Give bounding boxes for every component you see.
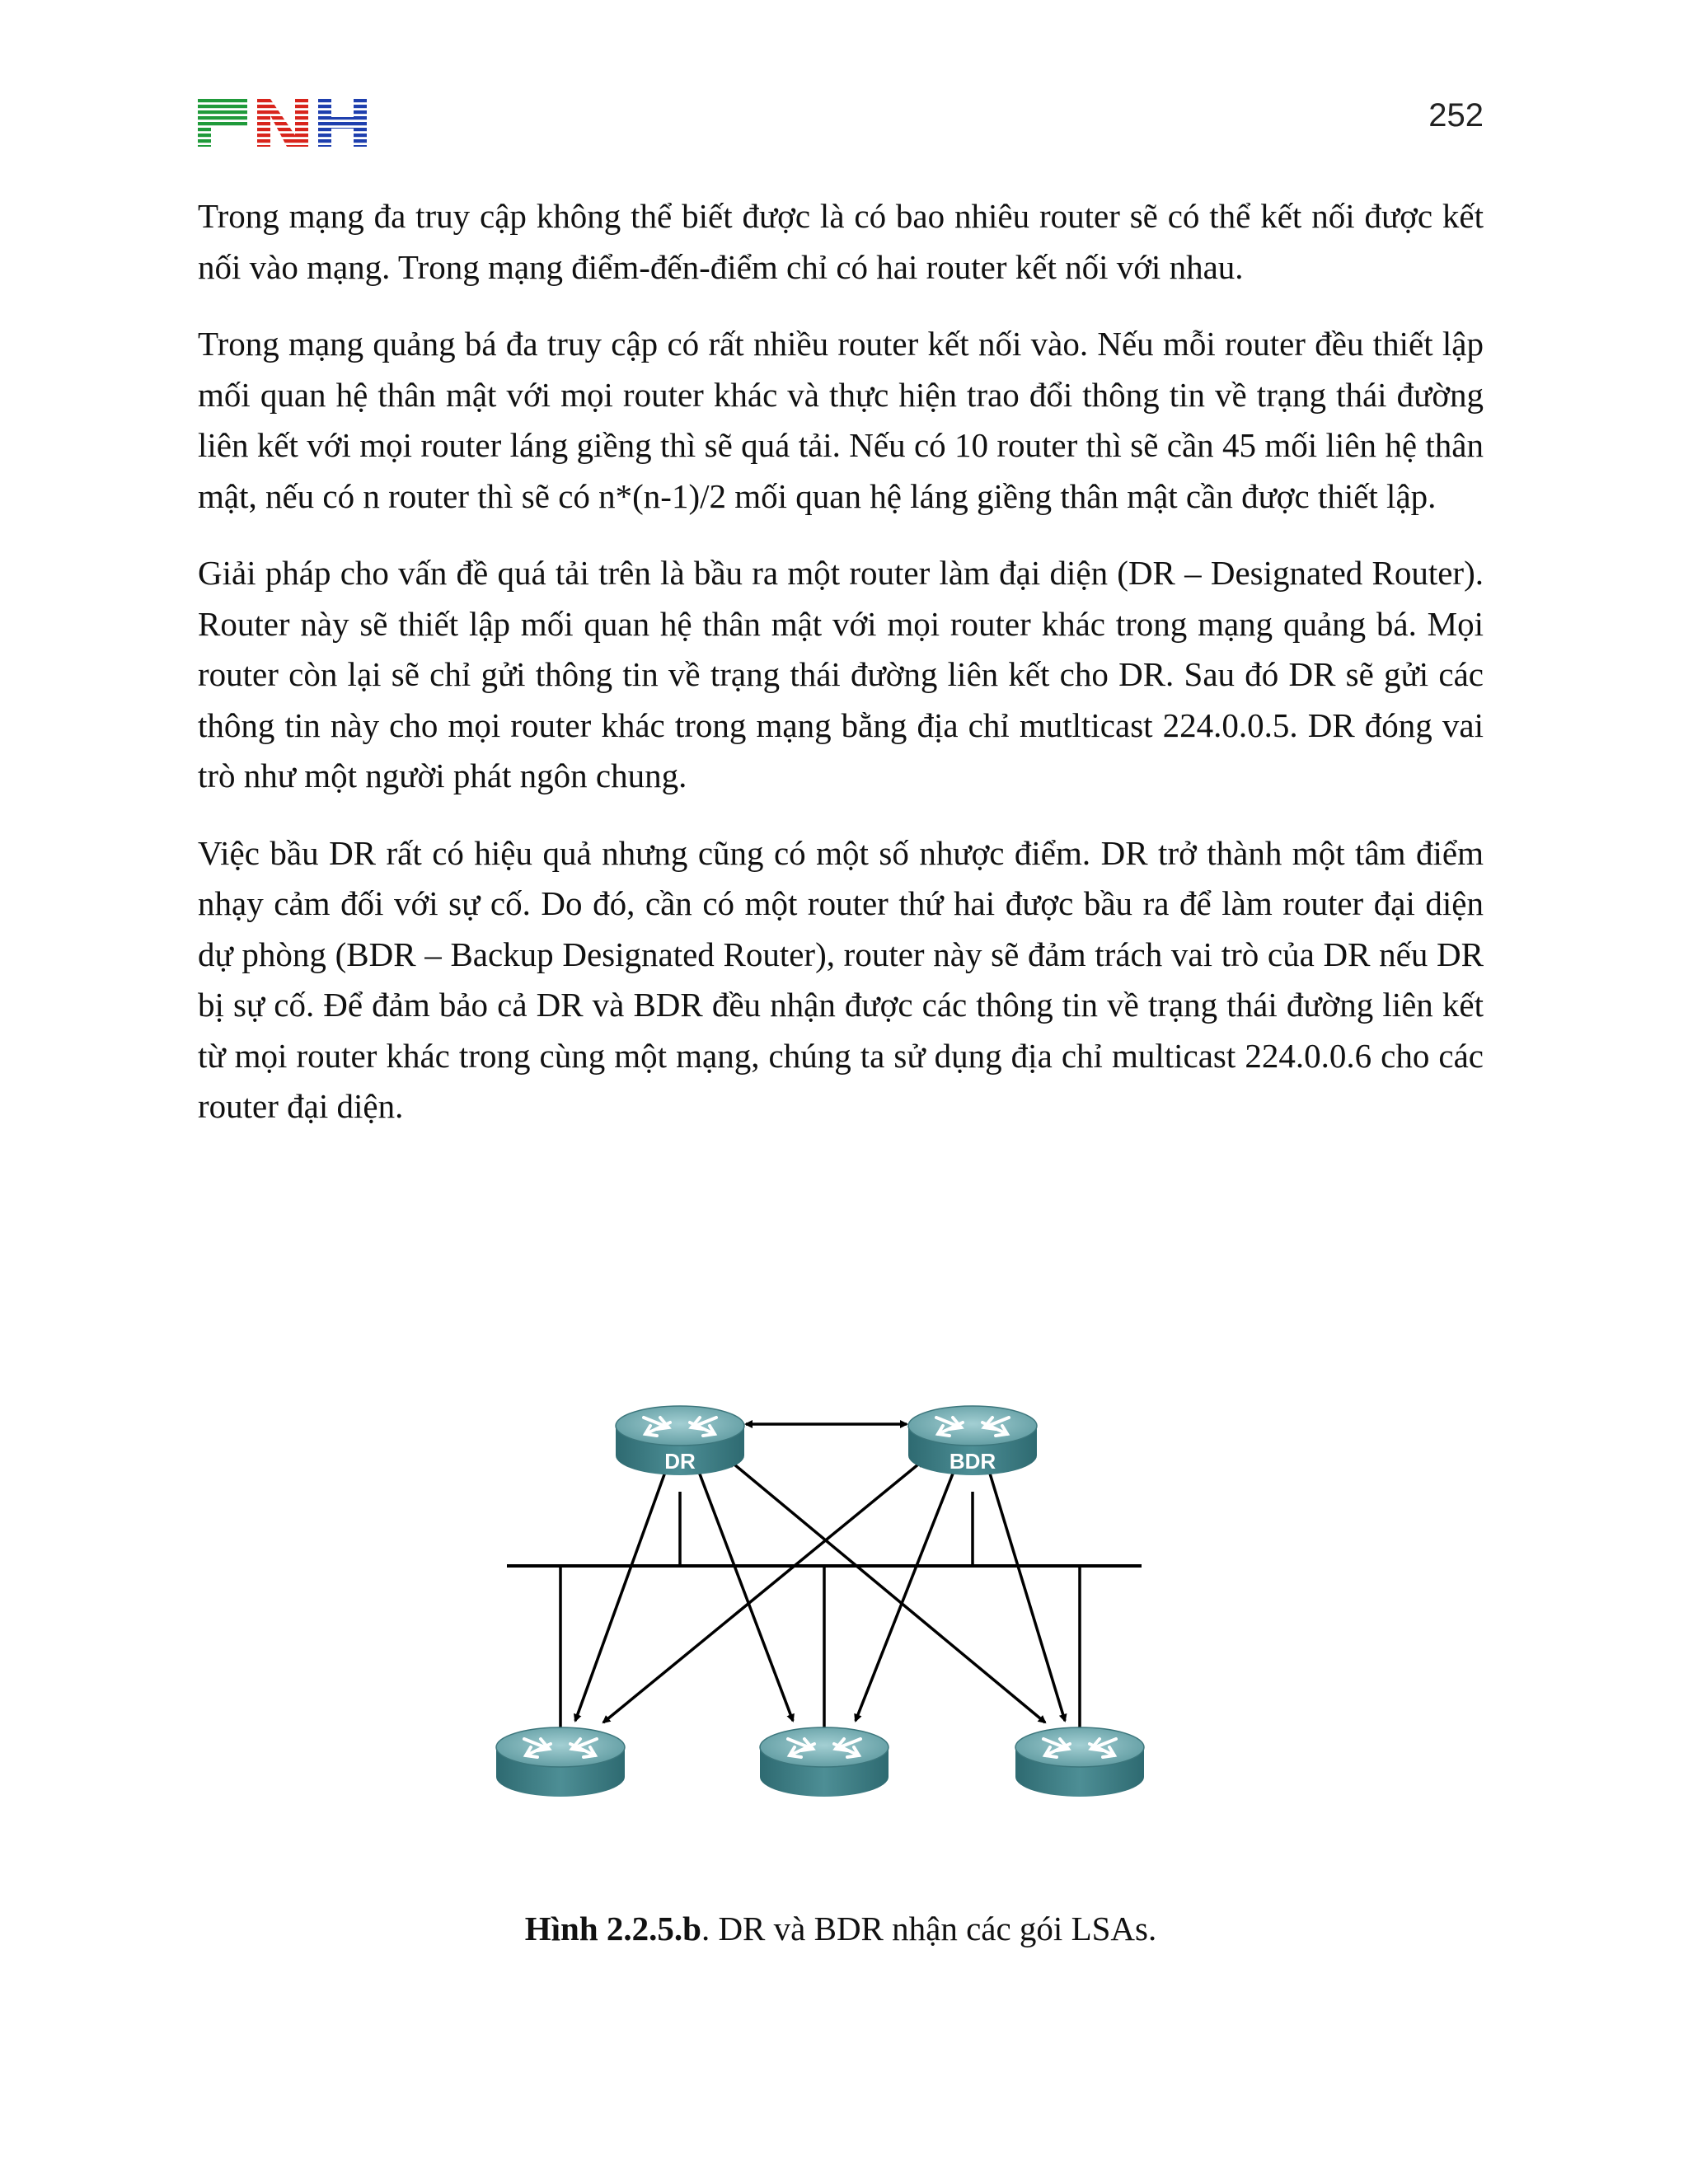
router-drother-3 — [1015, 1727, 1144, 1797]
figure-caption-number: Hình 2.2.5.b — [524, 1910, 701, 1947]
ospf-dr-bdr-diagram — [495, 1385, 1154, 1830]
router-bdr-label: BDR — [949, 1449, 996, 1474]
arrow-dr-router-2 — [696, 1465, 793, 1721]
router-dr-label: DR — [664, 1449, 696, 1474]
logo-letter-p — [198, 99, 249, 147]
router-dr — [616, 1406, 744, 1475]
router-drother-1 — [496, 1727, 625, 1797]
router-bdr — [908, 1406, 1037, 1475]
pnh-logo — [198, 99, 367, 147]
paragraph-3: Giải pháp cho vấn đề quá tải trên là bầu ra một router làm đại diện (DR – Designated Router). Router này sẽ thiết lập mối quan hệ thân mật với mọi router khác trong mạng quảng bá. Mọi router còn lại sẽ chỉ gửi thông tin về trạng thái đường liên kết cho DR. Sau đó DR sẽ gửi các thông tin này cho mọi router khác trong mạng bằng địa chỉ mutlticast 224.0.0.5. DR đóng vai trò như một người phát ngôn chung. — [198, 554, 1484, 794]
logo-letter-n — [256, 99, 310, 147]
paragraph-4: Việc bầu DR rất có hiệu quả nhưng cũng có một số nhược điểm. DR trở thành một tâm điểm nhạy cảm đối với sự cố. Do đó, cần có một router thứ hai được bầu ra để làm router đại diện dự phòng (BDR – Backup Designated Router), router này sẽ đảm trách vai trò của DR nếu DR bị sự cố. Để đảm bảo cả DR và BDR đều nhận được các thông tin về trạng thái đường liên kết từ mọi router khác trong cùng một mạng, chúng ta sử dụng địa chỉ multicast 224.0.0.6 cho các router đại diện. — [198, 833, 1484, 1125]
paragraph-2: Trong mạng quảng bá đa truy cập có rất nhiều router kết nối vào. Nếu mỗi router đều thiết lập mối quan hệ thân mật với mọi router khác và thực hiện trao đổi thông tin về trạng thái đường liên kết với mọi router láng giềng thì sẽ quá tải. Nếu có 10 router thì sẽ cần 45 mối liên hệ thân mật, nếu có n router thì sẽ có n*(n-1)/2 mối quan hệ láng giềng thân mật cần được thiết lập. — [198, 325, 1484, 515]
router-drother-2 — [760, 1727, 889, 1797]
figure-caption — [198, 1904, 1484, 1953]
logo-letter-h — [316, 99, 367, 147]
arrow-bdr-router-1 — [603, 1460, 923, 1722]
paragraph-1: Trong mạng đa truy cập không thể biết được là có bao nhiêu router sẽ có thể kết nối được kết nối vào mạng. Trong mạng điểm-đến-điểm chỉ có hai router kết nối với nhau. — [198, 197, 1484, 286]
figure-caption-text: . DR và BDR nhận các gói LSAs. — [701, 1910, 1157, 1947]
body-text — [198, 191, 1484, 1159]
page-number: 252 — [1428, 97, 1484, 134]
